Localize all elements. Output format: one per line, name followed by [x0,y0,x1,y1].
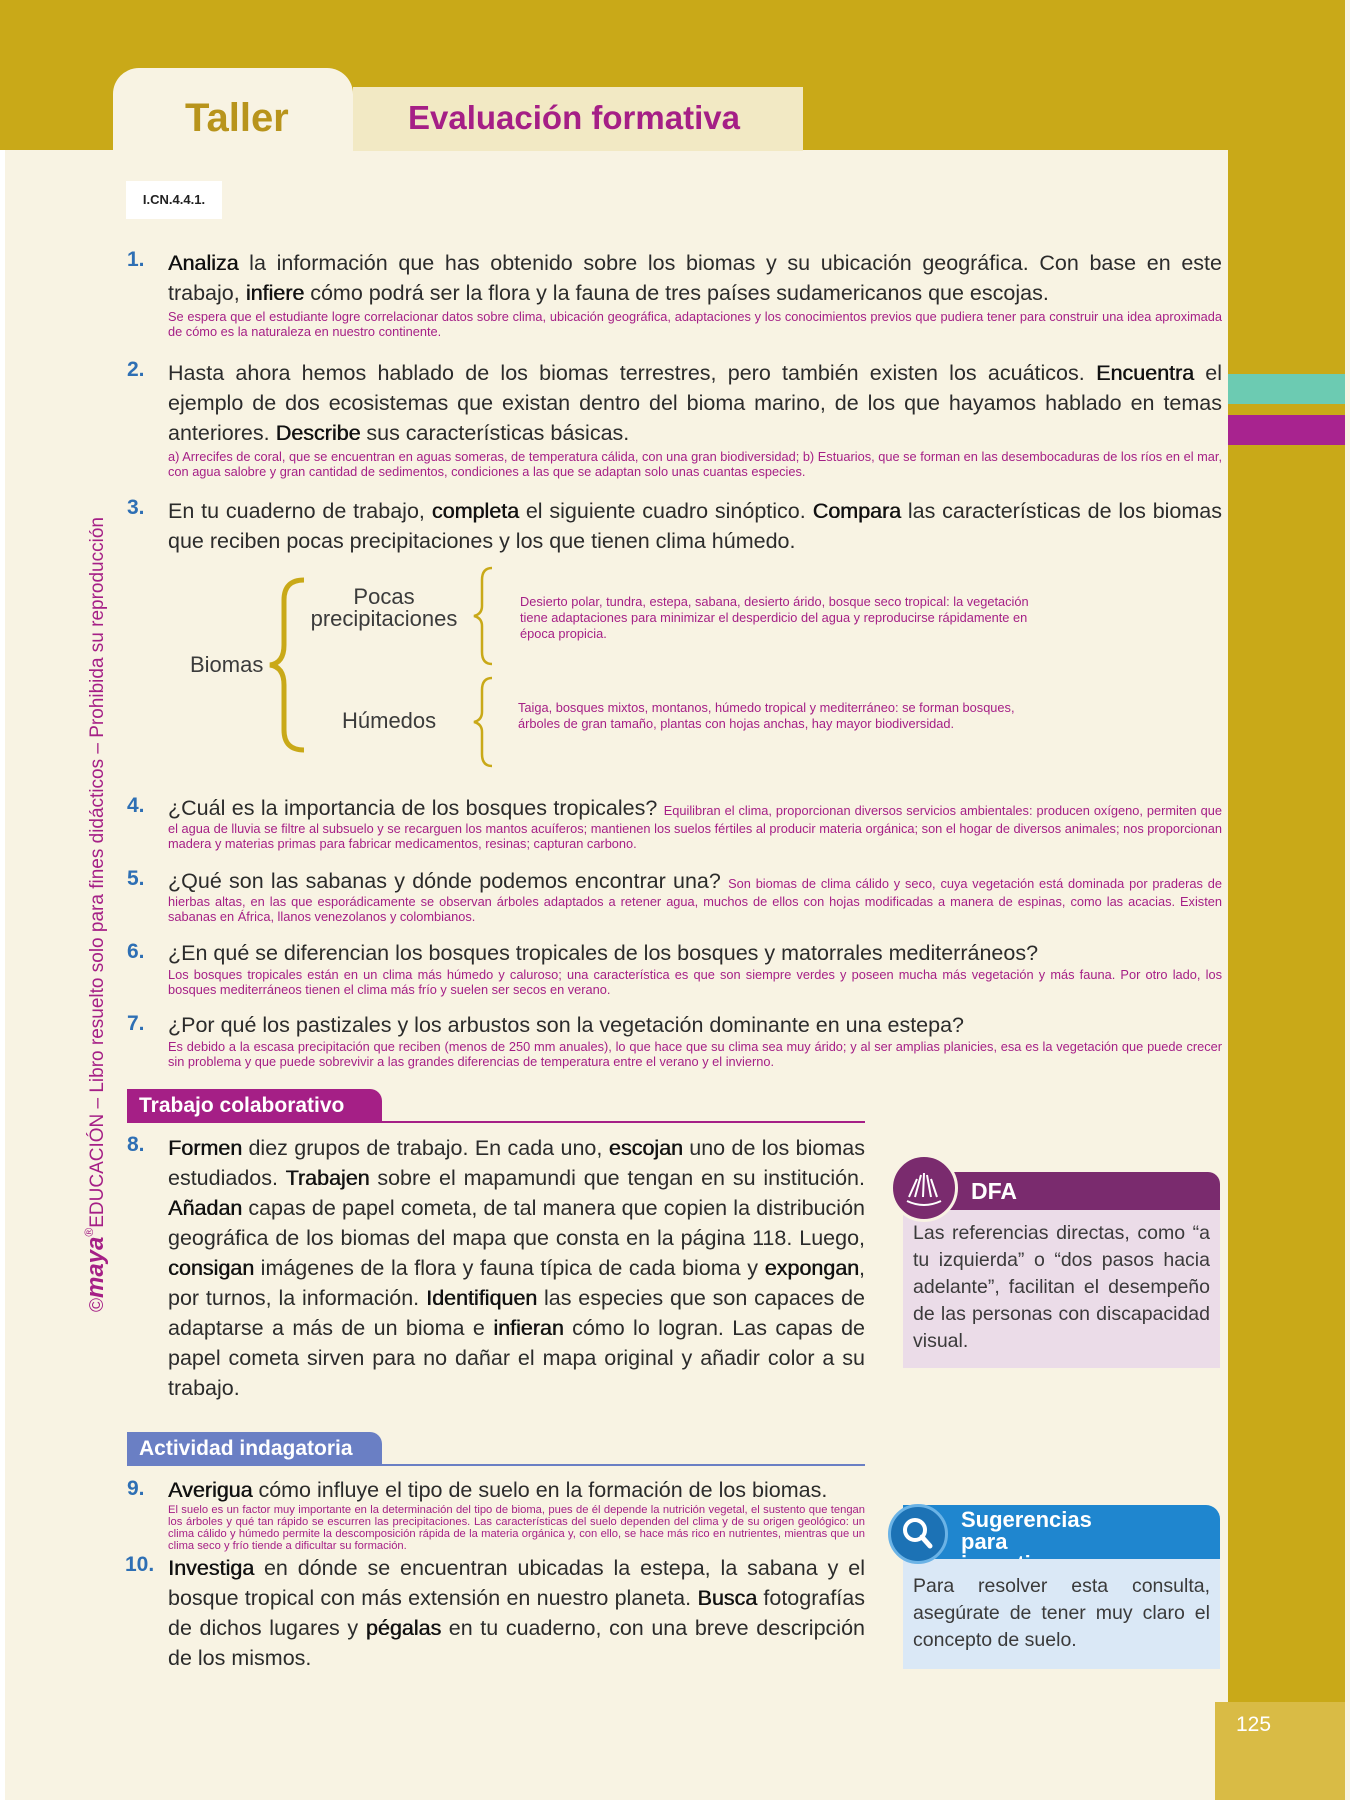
text-run: cómo lo logran. Las capas de papel cometa sirven para no dañar el mapa original y añadir color a su trabajo. [168,1316,865,1400]
dfa-title: DFA [971,1178,1017,1204]
text-run: uno de los biomas estudiados. [168,1136,865,1190]
text-run: el ejemplo de dos ecosistemas que existan dentro del bioma marino, de los que hayamos hablado en temas anteriores. [168,361,1222,445]
text-run: En tu cuaderno de trabajo, [168,499,432,523]
diagram-answer-dry: Desierto polar, tundra, estepa, sabana, desierto árido, bosque seco tropical: la vegetación tiene adaptaciones para minimizar el desperdicio del agua y reproducirse rápidamente en época propicia. [520,594,1029,641]
keyword: Encuentra [1095,361,1194,385]
question-text [168,1012,1222,1038]
vertical-copyright [82,452,110,1312]
keyword: infieran [493,1316,564,1340]
text-run: , por turnos, la información. [168,1256,865,1310]
keyword: Trabajen [285,1166,370,1190]
question-with-answer [168,795,1222,851]
question-text [168,940,1222,966]
page-number: 125 [1236,1713,1272,1736]
answer-text: El suelo es un factor muy importante en la determinación del tipo de bioma, pues de él depende la nutrición vegetal, el sustento que tengan los árboles y qué tan rápido se escurren las precipitaciones. Las características del suelo dependen del clima y de su origen geológico: un clima cálido y húmedo permite la descomposición rápida de la materia orgánica y, con ello, se hace más rico en nutrientes, mientras que un clima seco y frío tiende a dificultar su formación. [168,1504,865,1552]
text-run: cómo influye el tipo de suelo en la formación de los biomas. [252,1478,828,1502]
text-run: las especies que son capaces de adaptarse a más de un bioma e [168,1286,865,1340]
question-3 [127,496,1222,556]
question-1 [127,248,1222,339]
answer-text: Equilibran el clima, proporcionan diversos servicios ambientales: producen oxígeno, permiten que el agua de lluvia se filtre al subsuelo y se recarguen los mantos acuíferos; mantienen los suelos fértiles al producir materia orgánica; son el hogar de diversos animales; nos proporcionan madera y materias primas para fabricar medicamentos, resinas; capturan carbono. [168,803,1222,851]
text-run: sobre el mapamundi que tengan en su institución. [369,1166,865,1190]
section-collaborative-label: Trabajo colaborativo [127,1089,382,1122]
keyword: Averigua [168,1478,253,1502]
keyword: Compara [812,499,901,523]
question-prompt [168,1556,865,1670]
section-collaborative [127,1089,865,1123]
question-10 [127,1553,865,1673]
answer-text: Son biomas de clima cálido y seco, cuya vegetación está dominada por praderas de hierbas altas, en las que esporádicamente se observan árboles adaptados a retener agua, muchos de ellos con hojas modificadas a manera de espinas, como las acacias. Existen sabanas en África, llanos venezolanos y colombianos. [168,876,1222,924]
text-run: las características de los biomas que reciben pocas precipitaciones y los que tienen clima húmedo. [168,499,1222,553]
question-prompt [168,869,728,893]
tab-taller-label: Taller [185,96,289,140]
question-number: 2. [127,358,145,381]
keyword: consigan [168,1256,255,1280]
brand-logo: maya [82,1236,109,1298]
page-number-box [1215,1702,1345,1800]
text-run: fotografías de dichos lugares y [168,1586,865,1640]
text-run: la información que has obtenido sobre los biomas y su ubicación geográfica. Con base en este trabajo, [168,251,1222,305]
question-number: 7. [127,1012,145,1035]
question-prompt [168,251,1222,305]
copyright-symbol: © [87,1298,108,1312]
section-inquiry [127,1432,865,1466]
suggestions-title-line1: Sugerencias [961,1507,1092,1532]
question-text [168,248,1222,308]
section-inquiry-label: Actividad indagatoria [127,1432,382,1465]
keyword: Describe [275,421,361,445]
question-prompt [168,941,1038,965]
question-text [168,358,1222,448]
registered-symbol: ® [82,1227,96,1237]
question-number: 8. [127,1133,145,1156]
text-run: Hasta ahora hemos hablado de los biomas terrestres, pero también existen los acuáticos. [168,361,1096,385]
section-rule [127,1121,865,1123]
text-run: ¿Qué son las sabanas y dónde podemos encontrar una? [168,869,729,893]
suggestions-header [903,1505,1220,1559]
text-run: cómo podrá ser la flora y la fauna de tres países sudamericanos que escojas. [304,281,1049,305]
question-text [168,496,1222,556]
text-run: ¿En qué se diferencian los bosques tropicales de los bosques y matorrales mediterráneos? [168,941,1039,965]
keyword: expongan [764,1256,860,1280]
question-text [168,1553,865,1673]
text-run: diez grupos de trabajo. En cada uno, [242,1136,609,1160]
keyword: pégalas [365,1616,442,1640]
answer-text: Se espera que el estudiante logre correlacionar datos sobre clima, ubicación geográfica, adaptaciones y los conocimientos previos que pudiera tener para construir una idea aproximada de cómo es la naturaleza en nuestro continente. [168,309,1222,339]
question-with-answer [168,868,1222,924]
keyword: Formen [168,1136,243,1160]
teal-marker [1228,374,1345,404]
suggestions-title-line2: para [961,1529,1008,1554]
question-5 [127,867,1222,924]
text-run: ¿Cuál es la importancia de los bosques tropicales? [168,796,664,820]
keyword: escojan [608,1136,683,1160]
keyword: Investiga [168,1556,255,1580]
tab-evaluacion [353,87,803,151]
keyword: Identifiquen [425,1286,538,1310]
question-8 [127,1133,865,1403]
question-text [168,1477,865,1503]
question-9 [127,1477,865,1552]
question-number: 6. [127,940,145,963]
question-text [168,1133,865,1403]
text-run: sus características básicas. [360,421,630,445]
copyright-text: EDUCACIÓN – Libro resuelto solo para fines didácticos – Prohibida su reproducción [87,517,108,1228]
suggestions-box [903,1505,1220,1669]
question-2 [127,358,1222,479]
question-number: 10. [125,1553,155,1576]
lower-brace [474,678,492,766]
question-prompt [168,796,664,820]
answer-text: Los bosques tropicales están en un clima más húmedo y caluroso; una característica es que son siempre verdes y poseen mucha más vegetación y más fauna. Por otro lado, los bosques mediterráneos tienen el clima más frío y suelen ser secos en verano. [168,967,1222,997]
tab-evaluacion-label: Evaluación formativa [408,99,740,136]
text-run: ¿Por qué los pastizales y los arbustos son la vegetación dominante en una estepa? [168,1013,964,1037]
diagram-answer-humid: Taiga, bosques mixtos, montanos, húmedo tropical y mediterráneo: se forman bosques, árboles de gran tamaño, plantas con hojas anchas, hay mayor biodiversidad. [518,700,1015,731]
synoptic-table [186,560,1086,770]
text-run: el siguiente cuadro sinóptico. [518,499,813,523]
question-prompt [168,361,1222,445]
question-prompt [168,1013,964,1037]
question-7 [127,1012,1222,1069]
indicator-code: I.CN.4.4.1. [126,181,222,219]
diagram-branch-dry: Pocas precipitaciones [310,584,458,631]
suggestions-text: Para resolver esta consulta, asegúrate de tener muy claro el concepto de suelo. [903,1559,1220,1669]
question-number: 1. [127,248,145,271]
question-prompt [168,499,1222,553]
hands-icon [890,1154,958,1222]
text-run: capas de papel cometa, de tal manera que copien la distribución geográfica de los biomas del mapa que consta en la página 118. Luego, [168,1196,865,1250]
upper-brace [474,568,492,664]
question-number: 9. [127,1477,145,1500]
question-6 [127,940,1222,997]
dfa-text: Las referencias directas, como “a tu izquierda” o “dos pasos hacia adelante”, facilitan el desempeño de las personas con discapacidad visual. [903,1210,1220,1368]
keyword: Analiza [168,251,239,275]
text-run: en tu cuaderno, con una breve descripción de los mismos. [168,1616,865,1670]
answer-text: Es debido a la escasa precipitación que reciben (menos de 250 mm anuales), lo que hace que su clima sea muy árido; y al ser amplias planicies, esa es la vegetación que puede crecer sin problema y que puede sobrevivir a las grandes diferencias de temperatura entre el verano y el invierno. [168,1039,1222,1069]
main-brace [270,580,304,750]
tab-taller [113,68,353,158]
question-4 [127,794,1222,851]
keyword: infiere [245,281,305,305]
question-number: 3. [127,496,145,519]
question-number: 5. [127,867,145,890]
question-prompt [168,1136,865,1400]
question-prompt [168,1478,827,1502]
diagram-root: Biomas [190,652,264,677]
keyword: Busca [697,1586,758,1610]
magenta-marker [1228,415,1345,445]
section-rule [127,1464,865,1466]
text-run: en dónde se encuentran ubicadas la estepa, la sabana y el bosque tropical con más extensión en nuestro planeta. [168,1556,865,1610]
text-run: imágenes de la flora y fauna típica de cada bioma y [254,1256,765,1280]
keyword: completa [431,499,519,523]
magnifier-icon [888,1504,948,1564]
diagram-branch-humid: Húmedos [342,708,437,733]
keyword: Añadan [168,1196,243,1220]
answer-text: a) Arrecifes de coral, que se encuentran en aguas someras, de temperatura cálida, con una gran biodiversidad; b) Estuarios, que se forman en las desembocaduras de los ríos en el mar, con agua salobre y gran cantidad de sedimentos, condiciones a las que se adaptan solo unas cuantas especies. [168,449,1222,479]
question-number: 4. [127,794,145,817]
